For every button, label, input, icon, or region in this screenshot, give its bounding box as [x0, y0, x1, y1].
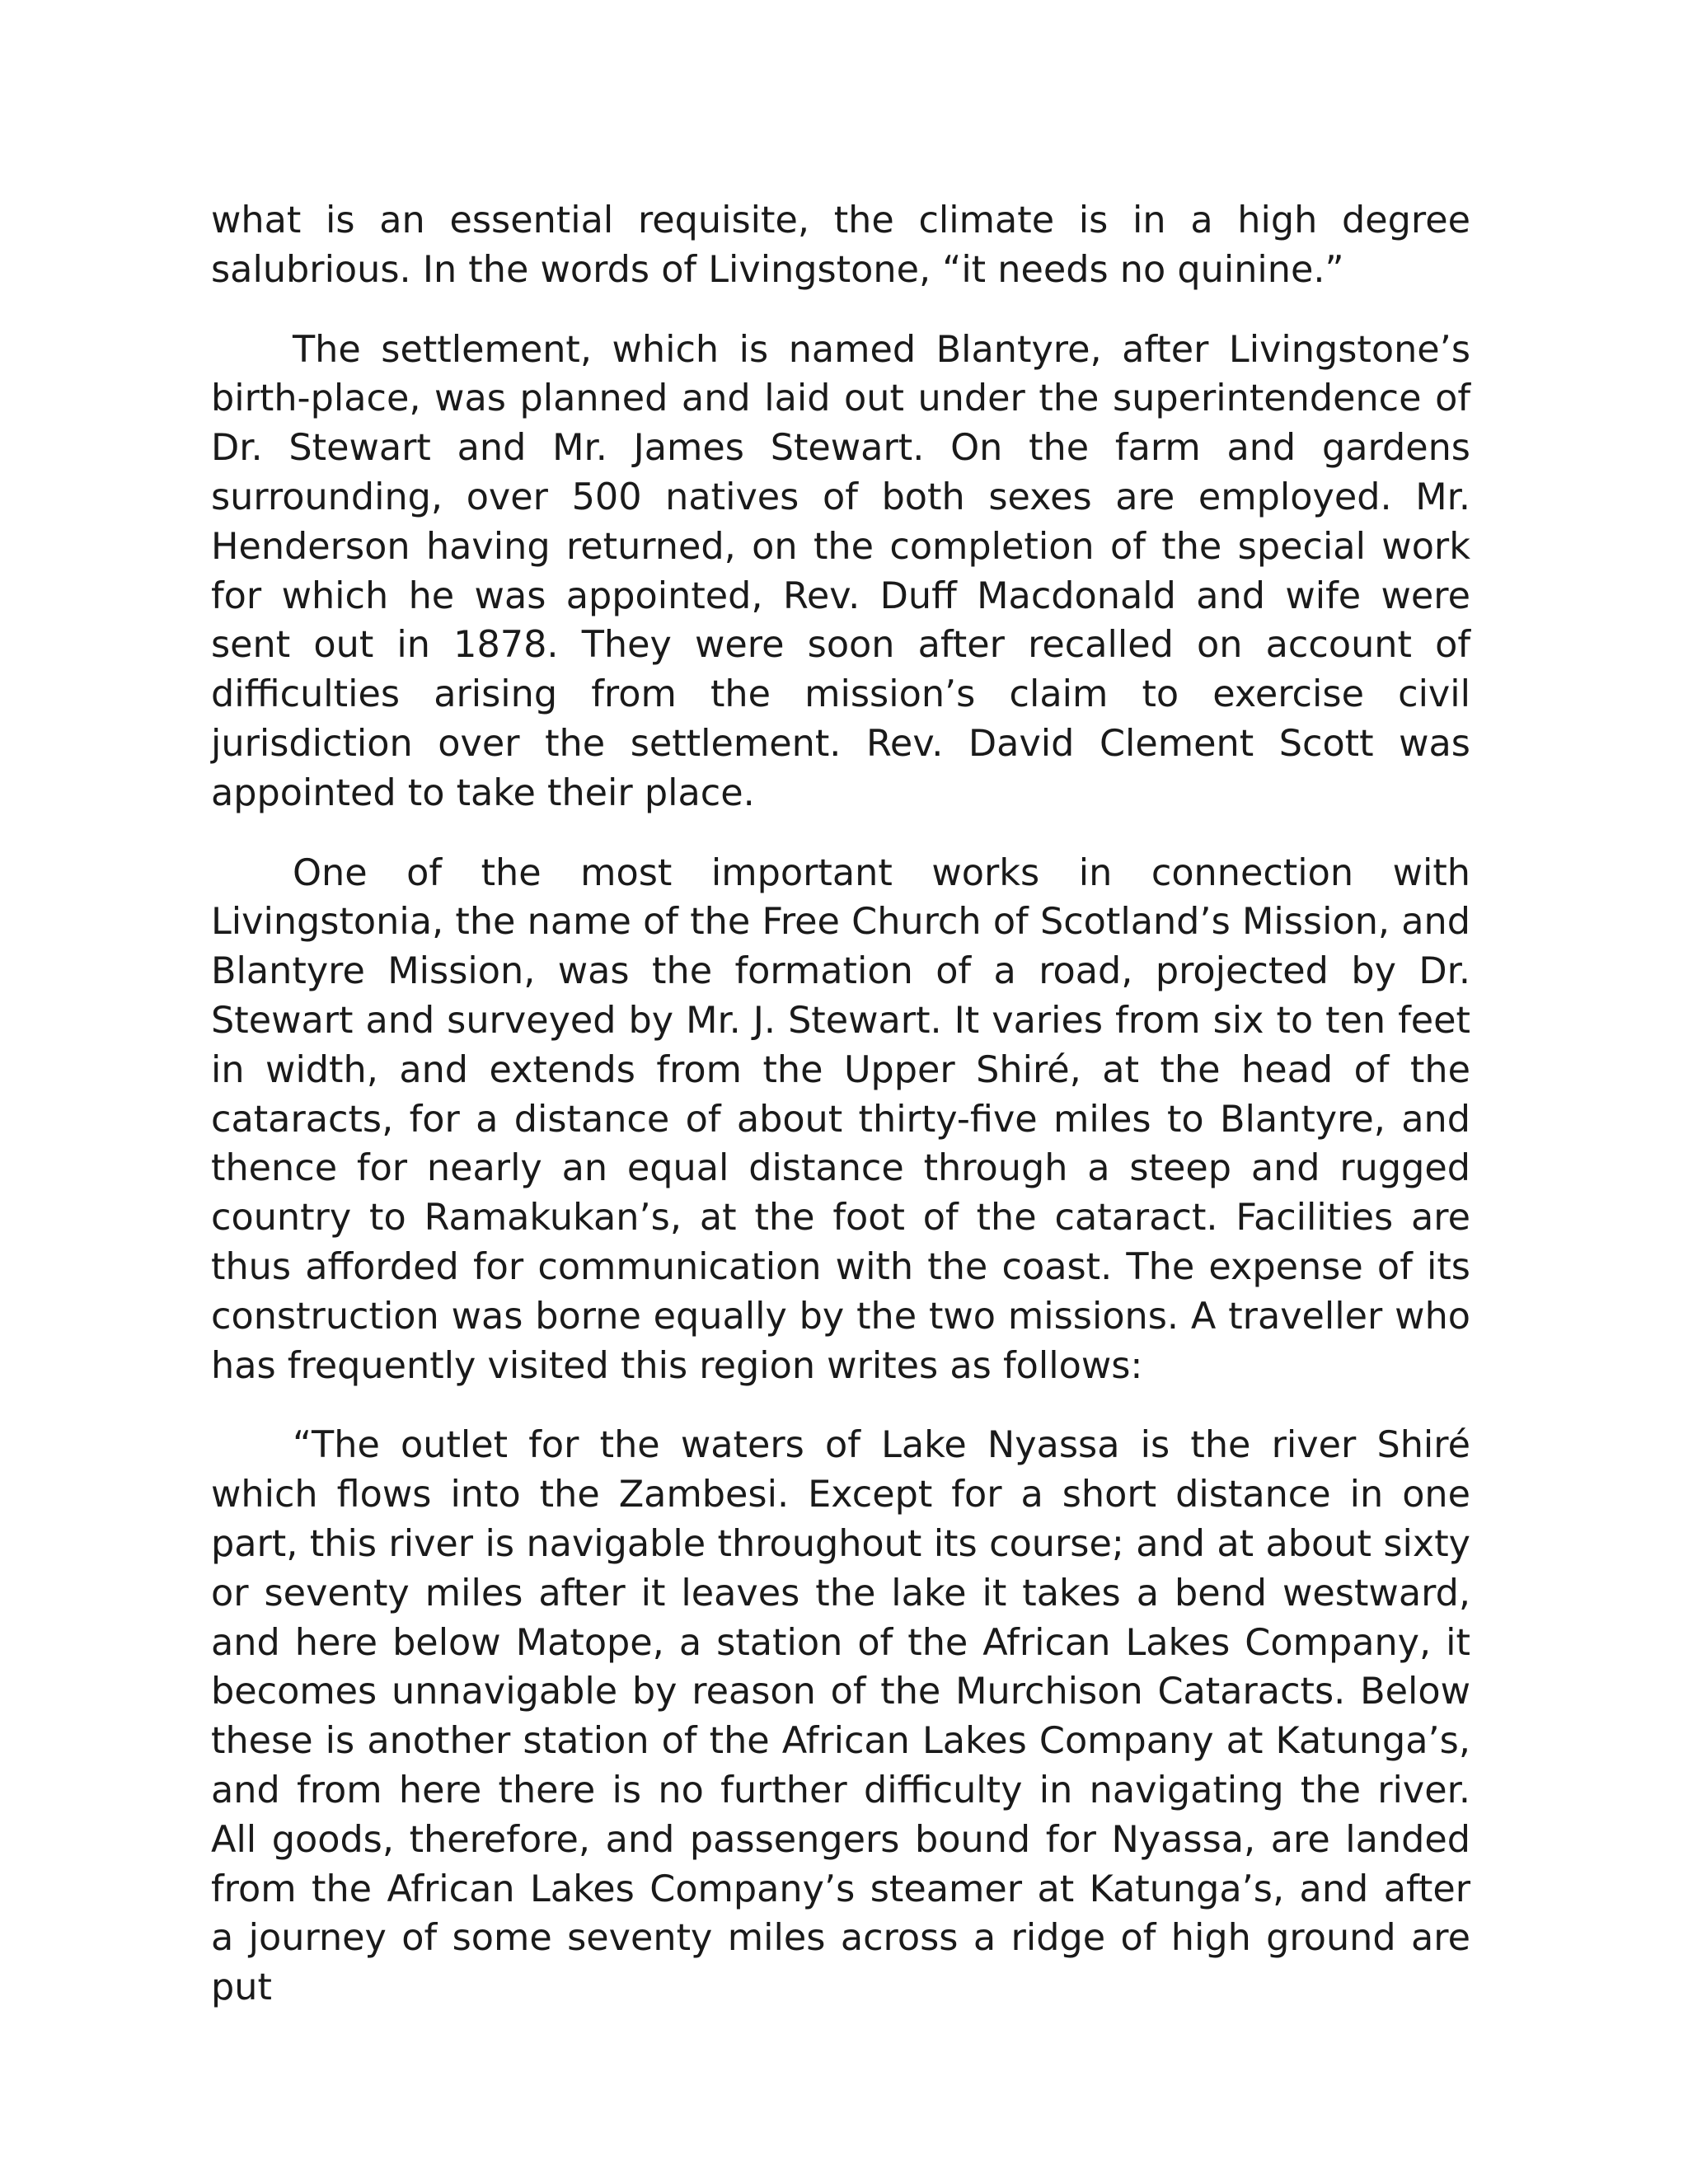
paragraph-traveller-quote: “The outlet for the waters of Lake Nyassa is the river Shiré which flows into the Zambesi. Except for a short distance in one part, this river is navigable throughout its course; and at about sixty or seventy miles after it leaves the lake it takes a bend westward, and here below Matope, a station of the African Lakes Company, it becomes unnavigable by reason of the Murchison Cataracts. Below these is another station of the African Lakes Company at Katunga’s, and from here there is no further difficulty in navigating the river. All goods, therefore, and passengers bound for Nyassa, are landed from the African Lakes Company’s steamer at Katunga’s, and after a journey of some seventy miles across a ridge of high ground are put [211, 1424, 1470, 2009]
paragraph-blantyre-settlement: The settlement, which is named Blantyre, after Livingstone’s birth-place, was planned and laid out under the superintendence of Dr. Stewart and Mr. James Stewart. On the farm and gardens surrounding, over 500 natives of both sexes are employed. Mr. Henderson having returned, on the completion of the special work for which he was appointed, Rev. Duff Macdonald and wife were sent out in 1878. They were soon after recalled on account of difficulties arising from the mission’s claim to exercise civil jurisdiction over the settlement. Rev. David Clement Scott was appointed to take their place. [211, 328, 1470, 814]
paragraph-road-formation: One of the most important works in connection with Livingstonia, the name of the Free Church of Scotland’s Mission, and Blantyre Mission, was the formation of a road, projected by Dr. Stewart and surveyed by Mr. J. Stewart. It varies from six to ten feet in width, and extends from the Upper Shiré, at the head of the cataracts, for a distance of about thirty-five miles to Blantyre, and thence for nearly an equal distance through a steep and rugged country to Ramakukan’s, at the foot of the cataract. Facilities are thus afforded for communication with the coast. The expense of its construction was borne equally by the two missions. A traveller who has frequently visited this region writes as follows: [211, 851, 1470, 1387]
paragraph-climate: what is an essential requisite, the climate is in a high degree salubrious. In the words of Livingstone, “it needs no quinine.” [211, 199, 1470, 291]
body-text [211, 196, 1470, 2013]
